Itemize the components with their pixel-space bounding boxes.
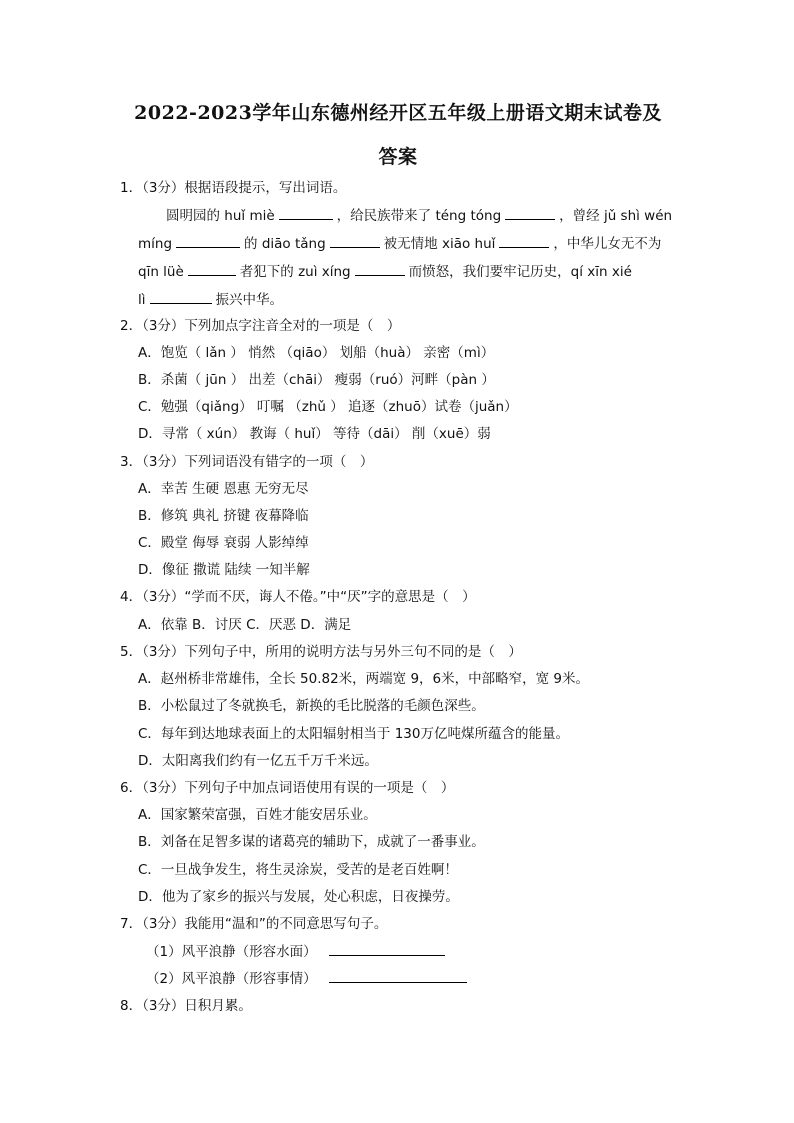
q7-answer-2[interactable] xyxy=(329,970,467,983)
q1-text-1b: ，给民族带来了 téng tóng xyxy=(336,208,502,224)
q1-para-line3 xyxy=(138,263,632,280)
q6-option-d[interactable]: D．他为了家乡的振兴与发展，处心积虑，日夜操劳。 xyxy=(138,889,459,905)
q1-text-2a: míng xyxy=(138,236,173,252)
q1-text-4a: lì xyxy=(138,292,146,308)
q2-option-a[interactable]: A．饱览（ lǎn ） 悄然 （qiāo） 划船（huà） 亲密（mì） xyxy=(138,345,495,361)
q1-text-4b: 振兴中华。 xyxy=(215,292,284,308)
q4-stem: 4．（3分）“学而不厌，诲人不倦。”中“厌”字的意思是（ ） xyxy=(120,589,476,605)
q7-sub-1 xyxy=(146,943,449,960)
q3-option-d[interactable]: D．像征 撒谎 陆续 一知半解 xyxy=(138,562,310,578)
q7-sub-1-label: （1）风平浪静（形容水面） xyxy=(146,944,317,960)
q7-sub-2-label: （2）风平浪静（形容事情） xyxy=(146,971,317,987)
q1-blank-1[interactable] xyxy=(279,207,333,220)
q5-option-b[interactable]: B．小松鼠过了冬就换毛，新换的毛比脱落的毛颜色深些。 xyxy=(138,698,485,714)
q2-stem: 2．（3分）下列加点字注音全对的一项是（ ） xyxy=(120,318,401,334)
q1-text-3c: 而愤怒，我们要牢记历史，qí xīn xié xyxy=(408,264,632,280)
page-title-line1: 2022-2023学年山东德州经开区五年级上册语文期末试卷及 xyxy=(134,102,662,124)
q1-blank-8[interactable] xyxy=(150,291,212,304)
q7-stem: 7．（3分）我能用“温和”的不同意思写句子。 xyxy=(120,916,388,932)
q3-option-a[interactable]: A．幸苦 生硬 恩惠 无穷无尽 xyxy=(138,481,309,497)
q6-option-a[interactable]: A．国家繁荣富强，百姓才能安居乐业。 xyxy=(138,807,377,823)
q1-text-1a: 圆明园的 huǐ miè xyxy=(166,208,275,224)
q1-para-line4 xyxy=(138,291,283,308)
q1-text-2d: ，中华儿女无不为 xyxy=(553,236,662,252)
q7-answer-1[interactable] xyxy=(329,943,445,956)
q5-option-a[interactable]: A．赵州桥非常雄伟，全长 50.82米，两端宽 9，6米，中部略窄，宽 9米。 xyxy=(138,671,590,687)
q3-option-c[interactable]: C．殿堂 侮辱 衰弱 人影绰绰 xyxy=(138,535,309,551)
q5-stem: 5．（3分）下列句子中，所用的说明方法与另外三句不同的是（ ） xyxy=(120,644,522,660)
q1-blank-5[interactable] xyxy=(499,235,549,248)
q2-option-c[interactable]: C．勉强（qiǎng） 叮嘱 （zhǔ ） 追逐（zhuō）试卷（juǎn） xyxy=(138,399,518,415)
q1-stem: 1．（3分）根据语段提示，写出词语。 xyxy=(120,180,347,196)
q7-sub-2 xyxy=(146,970,471,987)
q1-blank-2[interactable] xyxy=(505,207,555,220)
q1-text-3b: 者犯下的 zuì xíng xyxy=(239,264,351,280)
q1-text-2b: 的 diāo tǎng xyxy=(244,236,326,252)
q4-options[interactable]: A．依靠 B．讨厌 C．厌恶 D．满足 xyxy=(138,617,352,633)
q6-option-c[interactable]: C．一旦战争发生，将生灵涂炭，受苦的是老百姓啊！ xyxy=(138,862,458,878)
q2-option-d[interactable]: D．寻常（ xún） 教诲（ huǐ） 等待（dāi） 削（xuē）弱 xyxy=(138,426,491,442)
q6-option-b[interactable]: B．刘备在足智多谋的诸葛亮的辅助下，成就了一番事业。 xyxy=(138,834,485,850)
q3-stem: 3．（3分）下列词语没有错字的一项（ ） xyxy=(120,454,374,470)
q2-option-b[interactable]: B．杀菌（ jūn ） 出差（chāi） 瘦弱（ruó）河畔（pàn ） xyxy=(138,372,495,388)
q1-blank-7[interactable] xyxy=(355,263,405,276)
q1-text-1c: ，曾经 jǔ shì wén xyxy=(559,208,673,224)
q6-stem: 6．（3分）下列句子中加点词语使用有误的一项是（ ） xyxy=(120,780,455,796)
q1-para-line2 xyxy=(138,235,661,252)
q5-option-c[interactable]: C．每年到达地球表面上的太阳辐射相当于 130万亿吨煤所蕴含的能量。 xyxy=(138,726,569,742)
q1-blank-3[interactable] xyxy=(176,235,240,248)
q1-para-line1 xyxy=(166,207,672,224)
page-title-line2: 答案 xyxy=(378,146,418,168)
q5-option-d[interactable]: D．太阳离我们约有一亿五千万千米远。 xyxy=(138,753,378,769)
q1-text-3a: qīn lüè xyxy=(138,264,184,280)
q1-blank-4[interactable] xyxy=(330,235,380,248)
q8-stem: 8．（3分）日积月累。 xyxy=(120,998,252,1014)
q1-text-2c: 被无情地 xiāo huǐ xyxy=(383,236,496,252)
q3-option-b[interactable]: B．修筑 典礼 挤键 夜幕降临 xyxy=(138,508,309,524)
q1-blank-6[interactable] xyxy=(188,263,236,276)
